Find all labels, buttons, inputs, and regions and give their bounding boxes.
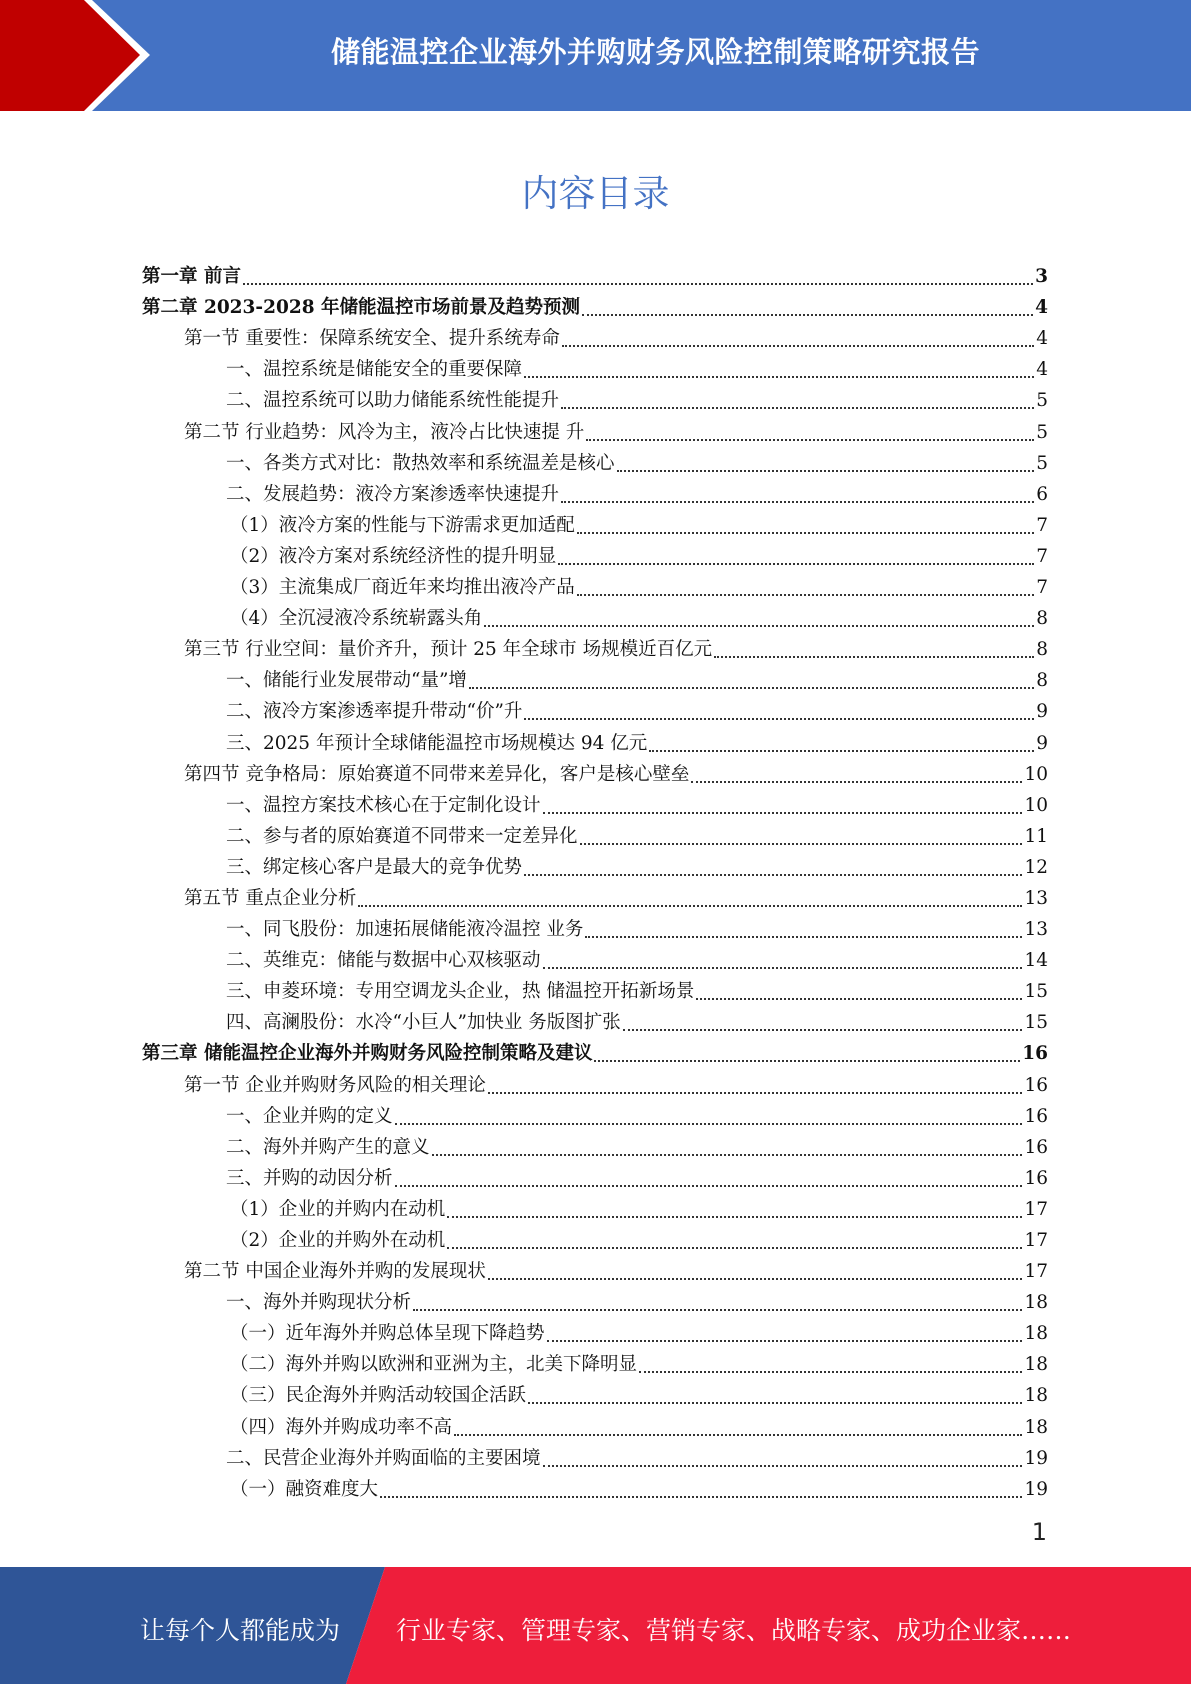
toc-entry-page: 14: [1024, 950, 1048, 972]
toc-dot-leader: [543, 966, 1023, 969]
toc-dot-leader: [561, 406, 1034, 409]
toc-entry-page: 17: [1024, 1261, 1048, 1283]
toc-entry-title: 第一节 企业并购财务风险的相关理论: [184, 1074, 486, 1096]
toc-entry-title: 三、2025 年预计全球储能温控市场规模达 94 亿元: [226, 732, 648, 754]
toc-entry[interactable]: [142, 505, 1048, 536]
toc-dot-leader: [617, 469, 1035, 472]
toc-entry[interactable]: [142, 287, 1048, 318]
toc-entry-title: （1）液冷方案的性能与下游需求更加适配: [230, 514, 575, 536]
toc-entry[interactable]: [142, 256, 1048, 287]
toc-entry-page: 13: [1024, 887, 1048, 909]
toc-entry-title: 第一节 重要性：保障系统安全、提升系统寿命: [184, 328, 560, 350]
toc-entry[interactable]: [142, 567, 1048, 598]
toc-entry-title: 三、申菱环境：专用空调龙头企业，热 储温控开拓新场景: [226, 981, 695, 1003]
footer-slogan-left: 让每个人都能成为: [140, 1616, 341, 1645]
toc-entry-page: 16: [1024, 1074, 1048, 1096]
toc-dot-leader: [243, 282, 1033, 285]
toc-entry[interactable]: [142, 536, 1048, 567]
toc-entry[interactable]: [142, 411, 1048, 442]
toc-dot-leader: [447, 1215, 1022, 1218]
toc-entry[interactable]: [142, 1220, 1048, 1251]
toc-entry-page: 19: [1024, 1447, 1048, 1469]
toc-entry-title: 一、同飞股份：加速拓展储能液冷温控 业务: [226, 919, 584, 941]
toc-entry[interactable]: [142, 1438, 1048, 1469]
footer-slogan-right: 行业专家、管理专家、营销专家、战略专家、成功企业家……: [396, 1616, 1072, 1645]
table-of-contents: [142, 256, 1048, 1500]
toc-entry-page: 5: [1036, 390, 1048, 412]
toc-entry-page: 10: [1024, 763, 1048, 785]
toc-entry-title: 一、各类方式对比：散热效率和系统温差是核心: [226, 452, 615, 474]
toc-entry[interactable]: [142, 629, 1048, 660]
toc-dot-leader: [543, 811, 1023, 814]
toc-entry[interactable]: [142, 909, 1048, 940]
toc-entry-title: 三、绑定核心客户是最大的竞争优势: [226, 856, 523, 878]
toc-entry-page: 9: [1036, 701, 1048, 723]
toc-entry-page: 6: [1036, 483, 1048, 505]
toc-entry[interactable]: [142, 940, 1048, 971]
toc-entry[interactable]: [142, 1282, 1048, 1313]
toc-entry[interactable]: [142, 847, 1048, 878]
toc-entry-title: 第二节 行业趋势：风冷为主，液冷占比快速提 升: [184, 421, 585, 443]
toc-dot-leader: [543, 1464, 1023, 1467]
toc-entry-title: （2）液冷方案对系统经济性的提升明显: [230, 545, 557, 567]
toc-entry[interactable]: [142, 660, 1048, 691]
toc-entry[interactable]: [142, 816, 1048, 847]
toc-dot-leader: [585, 935, 1022, 938]
toc-dot-leader: [691, 780, 1022, 783]
toc-dot-leader: [524, 873, 1022, 876]
toc-entry-page: 17: [1024, 1230, 1048, 1251]
toc-entry-page: 7: [1036, 577, 1048, 599]
toc-entry-title: （一）近年海外并购总体呈现下降趋势: [230, 1323, 545, 1345]
toc-dot-leader: [586, 438, 1034, 441]
toc-entry[interactable]: [142, 1344, 1048, 1375]
toc-dot-leader: [524, 375, 1034, 378]
toc-entry[interactable]: [142, 691, 1048, 722]
toc-dot-leader: [395, 1122, 1023, 1125]
toc-entry[interactable]: [142, 474, 1048, 505]
toc-entry[interactable]: [142, 1469, 1048, 1500]
toc-dot-leader: [639, 1370, 1022, 1373]
toc-entry[interactable]: [142, 754, 1048, 785]
toc-dot-leader: [488, 1091, 1023, 1094]
toc-entry-page: 11: [1024, 825, 1048, 847]
toc-entry[interactable]: [142, 598, 1048, 629]
toc-entry[interactable]: [142, 318, 1048, 349]
toc-entry-title: 第五节 重点企业分析: [184, 887, 357, 909]
toc-entry[interactable]: [142, 349, 1048, 380]
toc-entry-page: 5: [1036, 421, 1048, 443]
toc-entry-page: 8: [1036, 608, 1048, 630]
toc-entry[interactable]: [142, 785, 1048, 816]
toc-entry-title: （四）海外并购成功率不高: [230, 1416, 453, 1438]
toc-dot-leader: [380, 1495, 1022, 1498]
toc-dot-leader: [358, 904, 1022, 907]
toc-dot-leader: [432, 1153, 1023, 1156]
toc-entry-title: 一、温控系统是储能安全的重要保障: [226, 359, 523, 381]
header-band: [0, 0, 1191, 111]
toc-title: 内容目录: [521, 172, 670, 215]
toc-entry[interactable]: [142, 1189, 1048, 1220]
toc-entry-title: 第三节 行业空间：量价齐升，预计 25 年全球市 场规模近百亿元: [184, 639, 713, 661]
toc-entry-page: 18: [1024, 1323, 1048, 1345]
toc-entry-page: 16: [1024, 1136, 1048, 1158]
toc-entry-title: 二、参与者的原始赛道不同带来一定差异化: [226, 825, 578, 847]
toc-entry-page: 16: [1022, 1043, 1048, 1065]
toc-entry[interactable]: [142, 1158, 1048, 1189]
toc-entry-title: （三）民企海外并购活动较国企活跃: [230, 1385, 527, 1407]
toc-dot-leader: [447, 1246, 1022, 1249]
toc-entry-title: 二、民营企业海外并购面临的主要困境: [226, 1447, 541, 1469]
toc-entry-page: 16: [1024, 1167, 1048, 1189]
toc-entry-page: 19: [1024, 1478, 1048, 1500]
toc-dot-leader: [623, 1028, 1023, 1031]
toc-entry-page: 17: [1024, 1198, 1048, 1220]
toc-entry-page: 18: [1024, 1416, 1048, 1438]
toc-entry-page: 18: [1024, 1292, 1048, 1314]
toc-dot-leader: [547, 1339, 1023, 1342]
toc-entry-title: （3）主流集成厂商近年来均推出液冷产品: [230, 577, 575, 599]
toc-dot-leader: [577, 593, 1034, 596]
toc-dot-leader: [469, 686, 1034, 689]
toc-entry-title: （4）全沉浸液冷系统崭露头角: [230, 608, 483, 630]
toc-entry[interactable]: [142, 380, 1048, 411]
toc-entry[interactable]: [142, 1127, 1048, 1158]
toc-entry-page: 4: [1035, 297, 1048, 319]
toc-entry[interactable]: [142, 1033, 1048, 1064]
toc-dot-leader: [580, 842, 1023, 845]
toc-entry-title: 二、海外并购产生的意义: [226, 1136, 430, 1158]
toc-entry-page: 7: [1036, 545, 1048, 567]
toc-dot-leader: [562, 344, 1034, 347]
toc-entry-title: 二、温控系统可以助力储能系统性能提升: [226, 390, 560, 412]
toc-entry-title: 第三章 储能温控企业海外并购财务风险控制策略及建议: [142, 1043, 593, 1065]
toc-entry-title: （1）企业的并购内在动机: [230, 1198, 446, 1220]
toc-dot-leader: [714, 655, 1034, 658]
toc-entry-page: 13: [1024, 919, 1048, 941]
page-number: 1: [1031, 1518, 1047, 1546]
toc-entry-title: 第二章 2023-2028 年储能温控市场前景及趋势预测: [142, 297, 581, 319]
toc-entry-title: 三、并购的动因分析: [226, 1167, 393, 1189]
toc-dot-leader: [484, 624, 1034, 627]
toc-entry-page: 4: [1036, 328, 1048, 350]
toc-entry-title: 四、高澜股份：水冷“小巨人”加快业 务版图扩张: [226, 1012, 621, 1034]
toc-dot-leader: [395, 1184, 1023, 1187]
toc-entry[interactable]: [142, 443, 1048, 474]
toc-dot-leader: [413, 1308, 1022, 1311]
toc-dot-leader: [561, 500, 1034, 503]
toc-entry[interactable]: [142, 1251, 1048, 1282]
toc-entry-page: 16: [1024, 1105, 1048, 1127]
toc-entry[interactable]: [142, 722, 1048, 753]
toc-entry-page: 15: [1024, 981, 1048, 1003]
toc-dot-leader: [454, 1433, 1022, 1436]
toc-entry-title: 二、液冷方案渗透率提升带动“价”升: [226, 701, 523, 723]
toc-entry-title: （二）海外并购以欧洲和亚洲为主，北美下降明显: [230, 1354, 638, 1376]
toc-dot-leader: [524, 717, 1034, 720]
toc-entry-title: 一、储能行业发展带动“量”增: [226, 670, 467, 692]
toc-entry-title: 第二节 中国企业海外并购的发展现状: [184, 1261, 486, 1283]
header-title: 储能温控企业海外并购财务风险控制策略研究报告: [330, 34, 980, 69]
toc-entry-page: 18: [1024, 1354, 1048, 1376]
toc-dot-leader: [696, 997, 1022, 1000]
toc-entry-page: 8: [1036, 670, 1048, 692]
toc-entry-title: 第四节 竞争格局：原始赛道不同带来差异化，客户是核心壁垒: [184, 763, 690, 785]
toc-entry-page: 5: [1036, 452, 1048, 474]
toc-entry-title: 一、温控方案技术核心在于定制化设计: [226, 794, 541, 816]
toc-entry-page: 8: [1036, 639, 1048, 661]
toc-dot-leader: [528, 1401, 1022, 1404]
toc-entry[interactable]: [142, 878, 1048, 909]
toc-entry-page: 10: [1024, 794, 1048, 816]
toc-dot-leader: [558, 562, 1034, 565]
toc-entry[interactable]: [142, 1064, 1048, 1095]
toc-entry-title: （2）企业的并购外在动机: [230, 1230, 446, 1251]
toc-entry[interactable]: [142, 971, 1048, 1002]
toc-dot-leader: [582, 313, 1033, 316]
footer-band: [0, 1567, 1191, 1684]
toc-entry[interactable]: [142, 1002, 1048, 1033]
toc-entry-title: 二、英维克：储能与数据中心双核驱动: [226, 950, 541, 972]
toc-dot-leader: [594, 1059, 1020, 1062]
toc-entry[interactable]: [142, 1313, 1048, 1344]
toc-entry-page: 15: [1024, 1012, 1048, 1034]
toc-entry-title: 一、海外并购现状分析: [226, 1292, 412, 1314]
toc-entry-page: 18: [1024, 1385, 1048, 1407]
toc-entry-title: （一）融资难度大: [230, 1478, 379, 1500]
toc-dot-leader: [649, 749, 1034, 752]
toc-entry-page: 3: [1035, 266, 1048, 288]
toc-entry-title: 一、企业并购的定义: [226, 1105, 393, 1127]
toc-entry-page: 12: [1024, 856, 1048, 878]
toc-entry-title: 第一章 前言: [142, 266, 241, 288]
toc-entry[interactable]: [142, 1375, 1048, 1406]
toc-entry[interactable]: [142, 1096, 1048, 1127]
toc-entry-page: 9: [1036, 732, 1048, 754]
toc-dot-leader: [488, 1277, 1023, 1280]
toc-entry-title: 二、发展趋势：液冷方案渗透率快速提升: [226, 483, 560, 505]
toc-entry-page: 4: [1036, 359, 1048, 381]
toc-entry-page: 7: [1036, 514, 1048, 536]
toc-entry[interactable]: [142, 1406, 1048, 1437]
toc-dot-leader: [577, 531, 1034, 534]
